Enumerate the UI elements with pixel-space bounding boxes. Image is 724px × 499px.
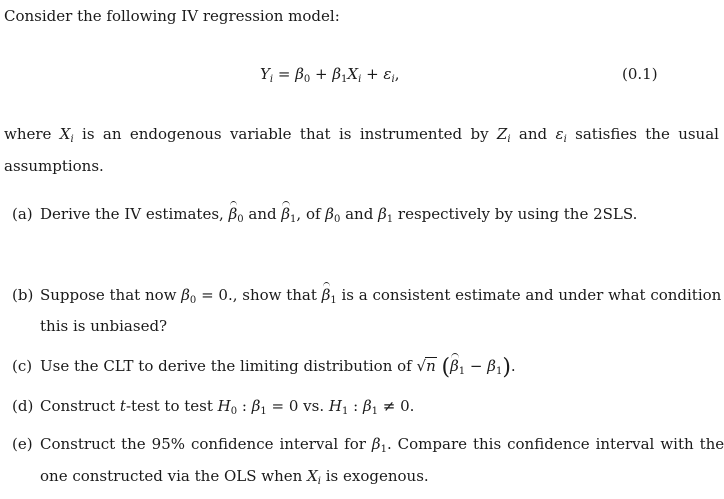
part-d-label: (d) [12, 397, 34, 415]
part-a-label: (a) [12, 205, 33, 223]
paragraph-line-1: where $X_i$ is an endogenous variable that is instrumented by $Z_i$ and $\varepsilon_i$ satisfies the usual [4, 125, 719, 145]
intro-text: Consider the following IV regression model: [4, 7, 340, 25]
paragraph-line-2: assumptions. [4, 157, 104, 175]
part-d-text: Construct t-test to test $H_0$ : $\beta_1 = 0$ vs. $H_1$ : $\beta_1 \ne 0$. [40, 397, 415, 417]
equation-number: (0.1) [622, 65, 658, 83]
part-e-line-2: one constructed via the OLS when $X_i$ is exogenous. [40, 467, 429, 487]
part-b-label: (b) [12, 286, 34, 304]
part-e-label: (e) [12, 435, 33, 453]
part-a-text: Derive the IV estimates, $\beta_0$ and $\beta_1$, of $\beta_0$ and $\beta_1$ respectively by using the 2SLS. [40, 205, 638, 225]
equation: $Y_i = \beta_0 + \beta_1X_i + \varepsilon_i$, [260, 65, 400, 85]
part-e-line-1: Construct the 95% confidence interval for $\beta_1$. Compare this confidence interval with the [40, 435, 724, 455]
part-c-text: Use the CLT to derive the limiting distribution of √n $(\beta_1 - \beta_1)$. [40, 355, 516, 380]
part-b-line-1: Suppose that now $\beta_0 = 0$., show that $\beta_1$ is a consistent estimate and under what condition [40, 286, 722, 306]
part-c-label: (c) [12, 357, 33, 375]
part-b-line-2: this is unbiased? [40, 317, 168, 335]
